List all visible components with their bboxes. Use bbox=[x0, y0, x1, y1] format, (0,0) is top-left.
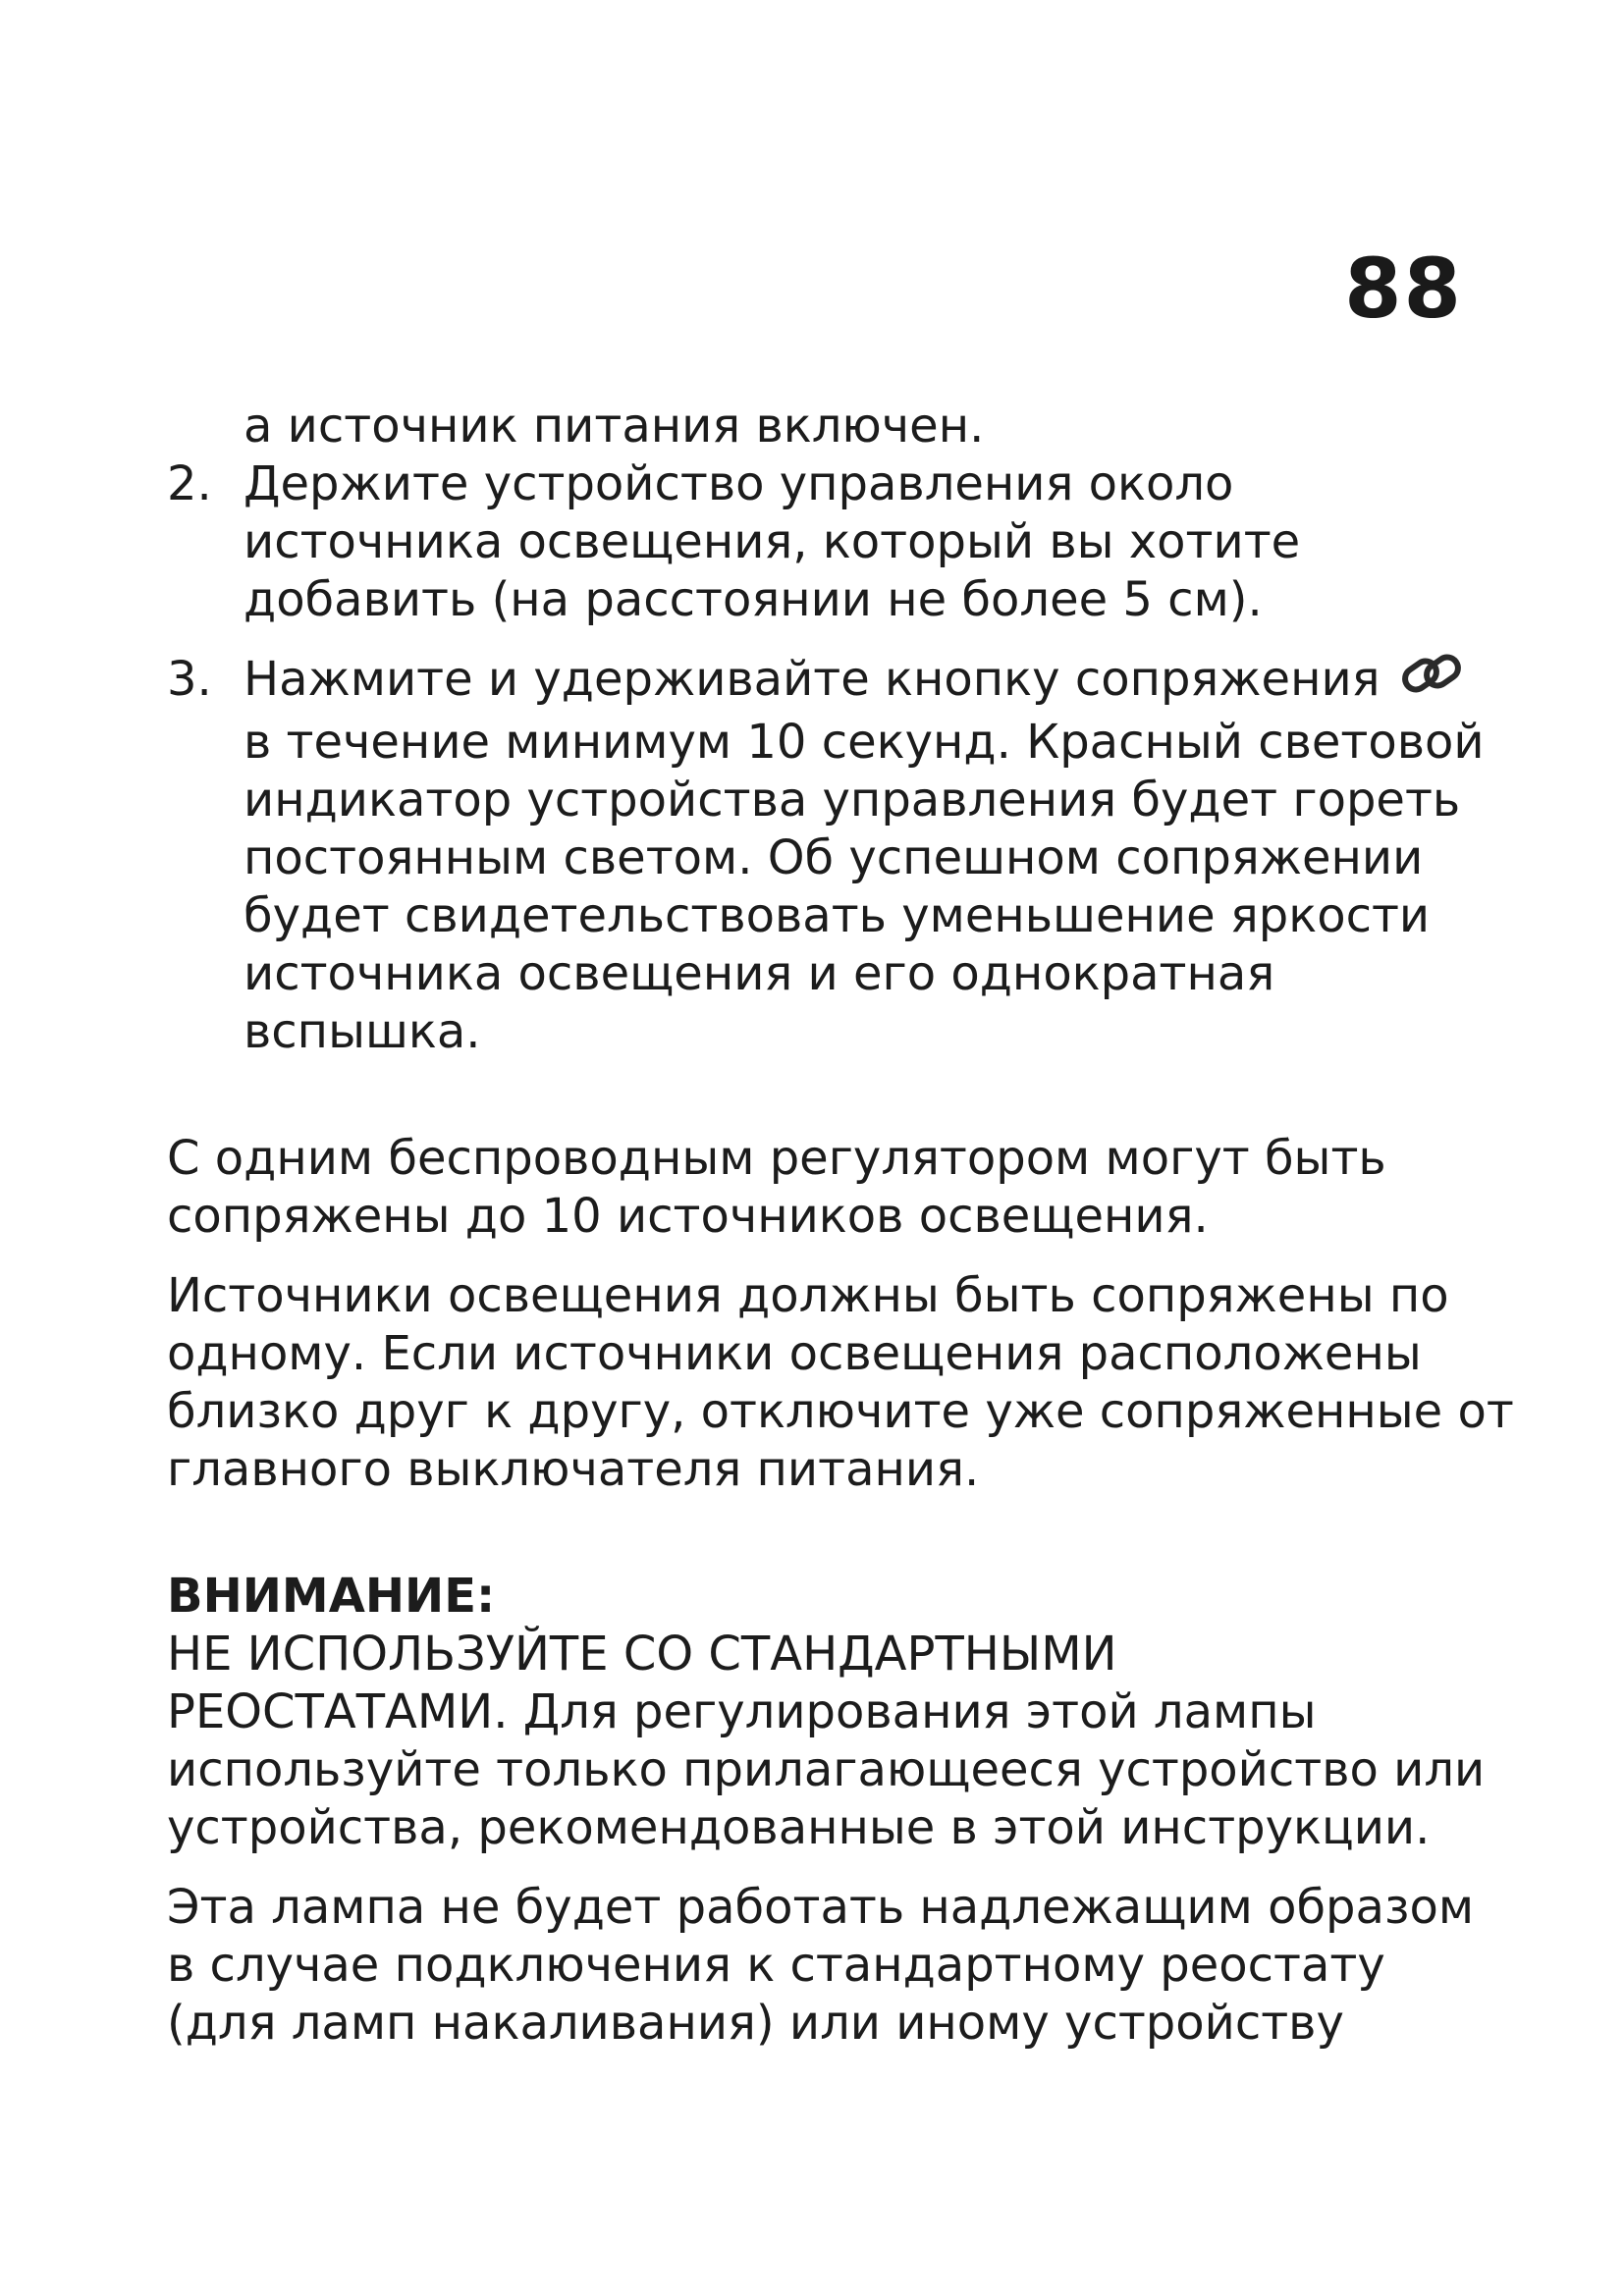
step-3-line-2: в течение минимум 10 секунд. Красный световой bbox=[244, 715, 1485, 770]
para2-line-2: одному. Если источники освещения расположены bbox=[167, 1326, 1422, 1381]
warning-line-2: РЕОСТАТАМИ. Для регулирования этой лампы bbox=[167, 1684, 1317, 1739]
page-number: 88 bbox=[1344, 240, 1463, 337]
para1-line-1: С одним беспроводным регулятором могут быть bbox=[167, 1131, 1386, 1186]
step1-continuation: а источник питания включен. bbox=[244, 399, 985, 454]
step-3-line-4: постоянным светом. Об успешном сопряжении bbox=[244, 830, 1424, 885]
step-3-line-3: индикатор устройства управления будет гореть bbox=[244, 773, 1461, 828]
warning-block bbox=[167, 1568, 1486, 1857]
warning-line-3: используйте только прилагающееся устройство или bbox=[167, 1742, 1486, 1797]
warning-line-4: устройства, рекомендованные в этой инструкции. bbox=[167, 1800, 1431, 1855]
paragraph-incompatibility bbox=[167, 1879, 1473, 2053]
para2-line-3: близко друг к другу, отключите уже сопряженные от bbox=[167, 1384, 1514, 1439]
step-2-line-1: Держите устройство управления около bbox=[244, 456, 1234, 511]
para3-line-3: (для ламп накаливания) или иному устройству bbox=[167, 1996, 1344, 2051]
link-icon bbox=[1398, 643, 1467, 706]
para2-line-4: главного выключателя питания. bbox=[167, 1442, 980, 1497]
step-3-line-5: будет свидетельствовать уменьшение яркости bbox=[244, 888, 1431, 943]
document-body bbox=[167, 398, 1514, 2053]
step-3-line-7: вспышка. bbox=[244, 1004, 481, 1059]
step-2 bbox=[167, 455, 1473, 629]
paragraph-pairing-limit bbox=[167, 1130, 1473, 1246]
step-2-line-2: источника освещения, который вы хотите bbox=[244, 514, 1301, 569]
step-3-line-1: Нажмите и удерживайте кнопку сопряжения bbox=[244, 652, 1380, 707]
para2-line-1: Источники освещения должны быть сопряжены по bbox=[167, 1268, 1449, 1323]
paragraph-pair-one-by-one bbox=[167, 1267, 1514, 1499]
para1-line-2: сопряжены до 10 источников освещения. bbox=[167, 1189, 1209, 1244]
warning-heading: ВНИМАНИЕ: bbox=[167, 1569, 496, 1624]
warning-line-1: НЕ ИСПОЛЬЗУЙТЕ СО СТАНДАРТНЫМИ bbox=[167, 1627, 1117, 1682]
step-2-line-3: добавить (на расстоянии не более 5 см). bbox=[244, 572, 1263, 627]
para3-line-1: Эта лампа не будет работать надлежащим образом bbox=[167, 1880, 1475, 1935]
step-3-number: 3. bbox=[167, 652, 212, 707]
step-3-line-6: источника освещения и его однократная bbox=[244, 946, 1275, 1001]
step-3 bbox=[167, 651, 1485, 1061]
step-2-number: 2. bbox=[167, 456, 212, 511]
para3-line-2: в случае подключения к стандартному реостату bbox=[167, 1938, 1385, 1993]
